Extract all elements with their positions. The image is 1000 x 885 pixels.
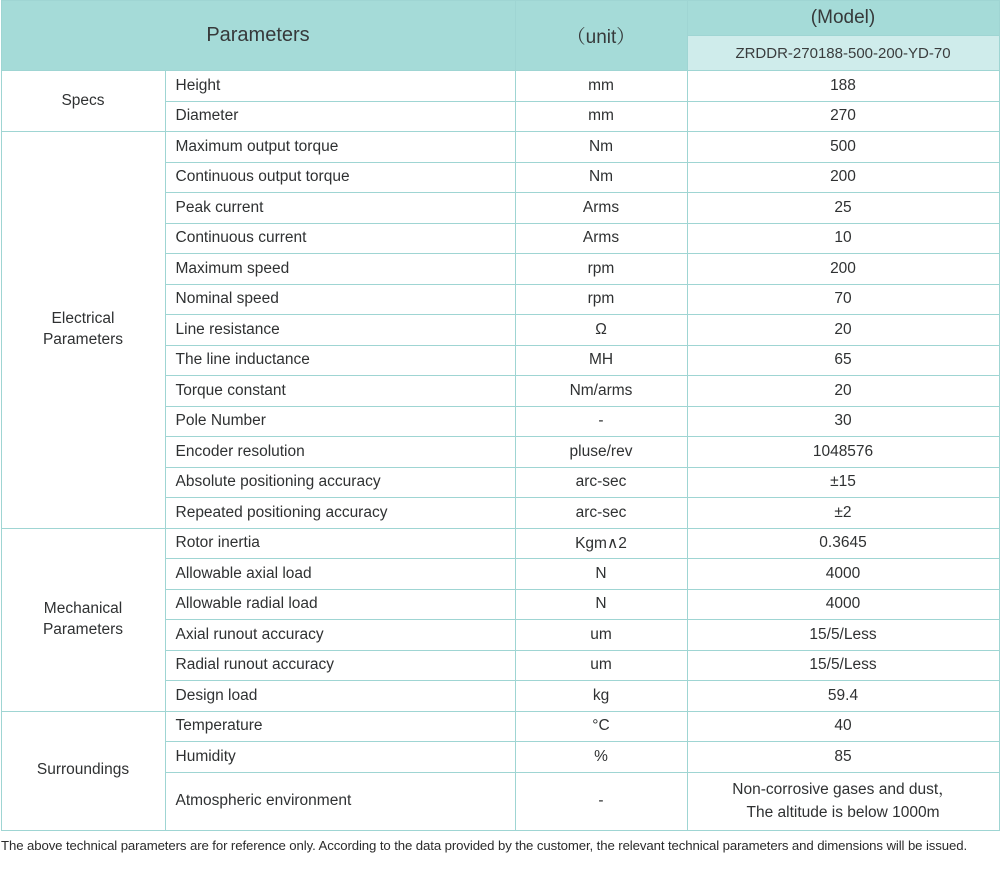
param-unit: rpm: [515, 284, 687, 315]
param-unit: MH: [515, 345, 687, 376]
param-label: Design load: [165, 681, 515, 712]
group-label-specs: Specs: [1, 71, 165, 132]
param-label: Allowable axial load: [165, 559, 515, 590]
group-label-line2: Parameters: [42, 330, 124, 348]
param-label: Absolute positioning accuracy: [165, 467, 515, 498]
param-value: 188: [687, 71, 999, 102]
group-label-line1: Mechanical: [43, 599, 123, 617]
param-label: Continuous current: [165, 223, 515, 254]
param-value: 270: [687, 101, 999, 132]
param-label: Repeated positioning accuracy: [165, 498, 515, 529]
param-label: Radial runout accuracy: [165, 650, 515, 681]
table-row: [1, 528, 999, 559]
table-row: [1, 71, 999, 102]
header-unit: （unit）: [515, 1, 687, 71]
param-unit: arc-sec: [515, 498, 687, 529]
param-value-line1: Non-corrosive gases and dust，: [732, 780, 954, 798]
param-unit: Ω: [515, 315, 687, 346]
param-unit: arc-sec: [515, 467, 687, 498]
param-label: Axial runout accuracy: [165, 620, 515, 651]
param-label: Pole Number: [165, 406, 515, 437]
param-value: 4000: [687, 589, 999, 620]
param-value: [687, 772, 999, 830]
param-unit: °C: [515, 711, 687, 742]
param-label: Maximum output torque: [165, 132, 515, 163]
param-value: 30: [687, 406, 999, 437]
group-label-line1: Electrical: [51, 309, 115, 327]
param-value: 200: [687, 254, 999, 285]
param-unit: um: [515, 650, 687, 681]
param-unit: rpm: [515, 254, 687, 285]
param-value: 59.4: [687, 681, 999, 712]
param-unit: mm: [515, 71, 687, 102]
table-body: [1, 71, 999, 831]
param-label: Torque constant: [165, 376, 515, 407]
param-unit: pluse/rev: [515, 437, 687, 468]
param-value: 25: [687, 193, 999, 224]
param-value: 15/5/Less: [687, 650, 999, 681]
group-label-mechanical-parameters: [1, 528, 165, 711]
param-value: 10: [687, 223, 999, 254]
param-label: Continuous output torque: [165, 162, 515, 193]
header-model-title: (Model): [687, 1, 999, 36]
param-value: 15/5/Less: [687, 620, 999, 651]
footnote: The above technical parameters are for reference only. According to the data provided by the customer, the relevant technical parameters and dimensions will be issued.: [1, 837, 968, 853]
param-unit: N: [515, 589, 687, 620]
param-unit: -: [515, 772, 687, 830]
param-unit: Nm/arms: [515, 376, 687, 407]
param-unit: -: [515, 406, 687, 437]
header-parameters: Parameters: [1, 1, 515, 71]
specification-table: [1, 0, 1000, 831]
param-value: 1048576: [687, 437, 999, 468]
param-value: 70: [687, 284, 999, 315]
param-label: Nominal speed: [165, 284, 515, 315]
param-value: ±2: [687, 498, 999, 529]
param-value: 20: [687, 376, 999, 407]
param-value: 0.3645: [687, 528, 999, 559]
param-value: 40: [687, 711, 999, 742]
param-label: The line inductance: [165, 345, 515, 376]
param-unit: kg: [515, 681, 687, 712]
group-label-electrical-parameters: [1, 132, 165, 529]
param-label: Humidity: [165, 742, 515, 773]
param-label: Allowable radial load: [165, 589, 515, 620]
group-label-surroundings: Surroundings: [1, 711, 165, 830]
param-value-line2: The altitude is below 1000m: [746, 804, 940, 821]
param-unit: N: [515, 559, 687, 590]
param-label: Atmospheric environment: [165, 772, 515, 830]
param-value: 200: [687, 162, 999, 193]
param-unit: Arms: [515, 193, 687, 224]
param-value: 85: [687, 742, 999, 773]
param-label: Temperature: [165, 711, 515, 742]
table-row: [1, 711, 999, 742]
param-label: Line resistance: [165, 315, 515, 346]
param-label: Maximum speed: [165, 254, 515, 285]
param-label: Height: [165, 71, 515, 102]
param-label: Rotor inertia: [165, 528, 515, 559]
param-unit: Kgm∧2: [515, 528, 687, 559]
param-value: ±15: [687, 467, 999, 498]
param-unit: um: [515, 620, 687, 651]
group-label-line2: Parameters: [42, 620, 124, 638]
param-unit: Nm: [515, 162, 687, 193]
param-unit: Nm: [515, 132, 687, 163]
param-unit: Arms: [515, 223, 687, 254]
param-unit: %: [515, 742, 687, 773]
param-value: 4000: [687, 559, 999, 590]
param-value: 20: [687, 315, 999, 346]
header-model-code: ZRDDR-270188-500-200-YD-70: [687, 36, 999, 71]
table-row: [1, 132, 999, 163]
param-label: Encoder resolution: [165, 437, 515, 468]
param-unit: mm: [515, 101, 687, 132]
param-value: 500: [687, 132, 999, 163]
table-header: [1, 1, 999, 71]
param-label: Diameter: [165, 101, 515, 132]
param-label: Peak current: [165, 193, 515, 224]
param-value: 65: [687, 345, 999, 376]
